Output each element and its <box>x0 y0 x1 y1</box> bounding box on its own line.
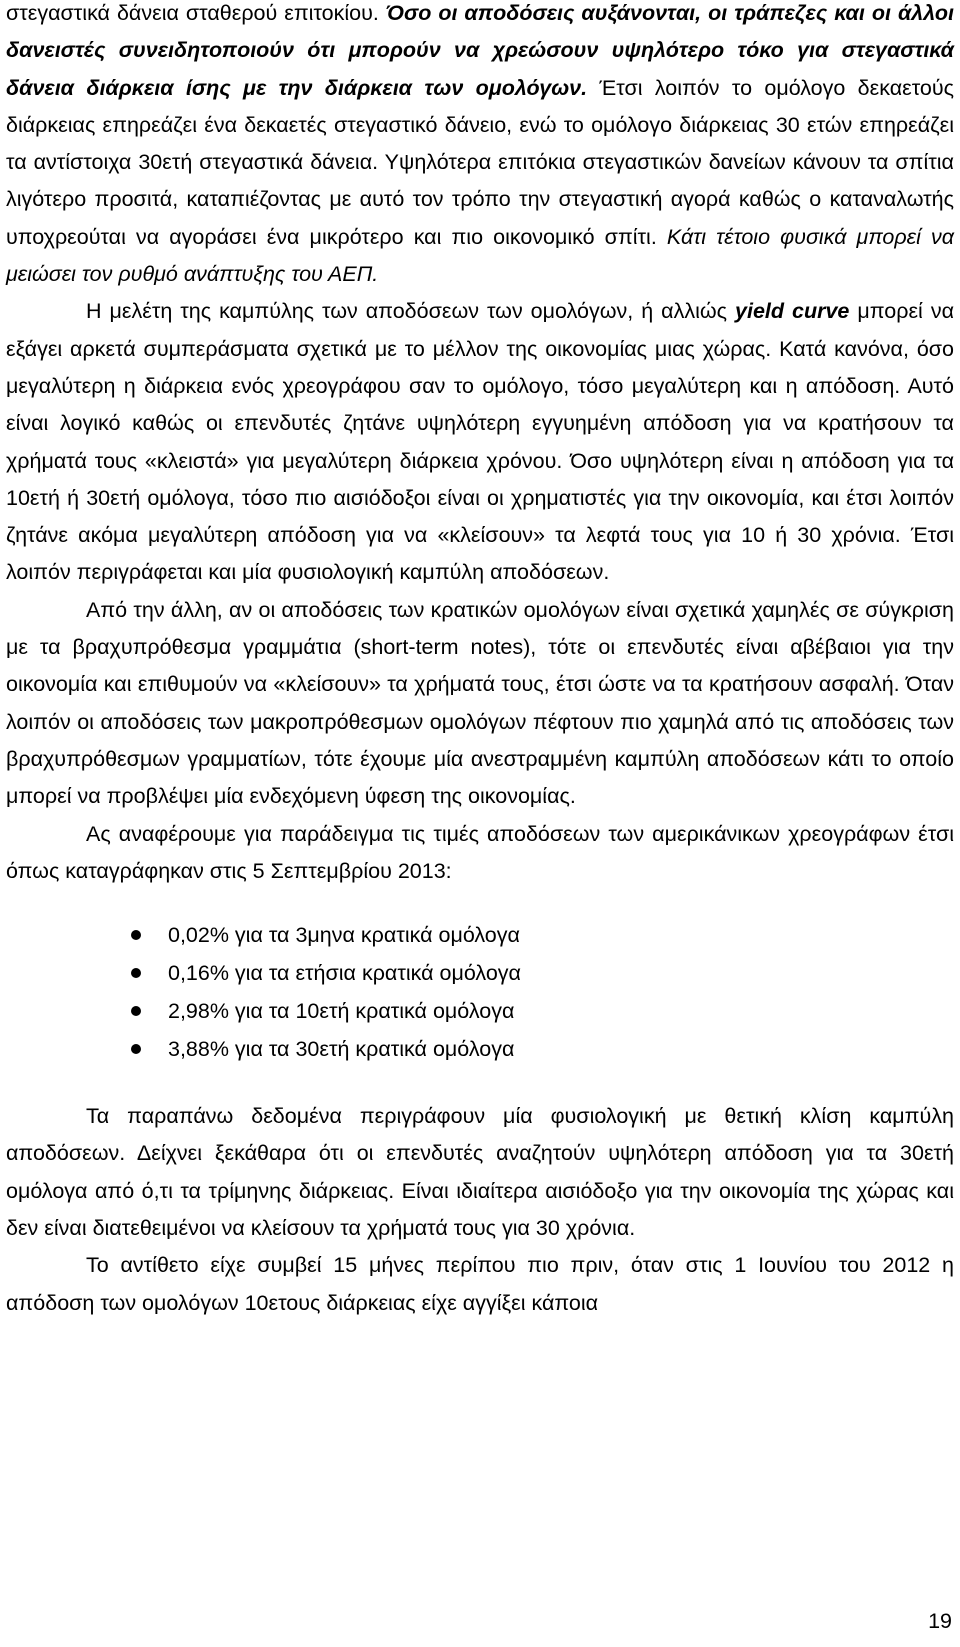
list-item <box>6 954 954 992</box>
bullet-icon <box>131 1044 141 1054</box>
text-run: Η μελέτη της καμπύλης των αποδόσεων των ομολόγων, ή αλλιώς <box>86 299 736 324</box>
paragraph-normal-curve: Τα παραπάνω δεδομένα περιγράφουν μία φυσιολογική με θετική κλίση καμπύλη αποδόσεων. Δείχνει ξεκάθαρα ότι οι επενδυτές αναζητούν υψηλότερη απόδοση για τα 30ετή ομόλογα από ό,τι τα τρίμηνης διάρκειας. Είναι ιδιαίτερα αισιόδοξο για την οικονομία της χώρας και δεν είναι διατεθειμένοι να κλείσουν τα χρήματά τους για 30 χρόνια. <box>6 1104 954 1241</box>
list-item-text: 3,88% για τα 30ετή κρατικά ομόλογα <box>168 1037 515 1062</box>
paragraph-inverted-curve: Από την άλλη, αν οι αποδόσεις των κρατικών ομολόγων είναι σχετικά χαμηλές σε σύγκριση με τα βραχυπρόθεσμα γραμμάτια (short-term notes), τότε οι επενδυτές είναι αβέβαιοι για την οικονομία και επιθυμούν να «κλείσουν» τα χρήματά τους, έτσι ώστε να τα κρατήσουν ασφαλή. Όταν λοιπόν οι αποδόσεις των μακροπρόθεσμων ομολόγων πέφτουν πιο χαμηλά από τις αποδόσεις των βραχυπρόθεσμων γραμματίων, τότε έχουμε μία ανεστραμμένη καμπύλη αποδόσεων κάτι το οποίο μπορεί να προβλέψει μία ενδεχόμενη ύφεση της οικονομίας. <box>6 597 954 809</box>
text-run: στεγαστικά δάνεια σταθερού επιτοκίου. <box>6 1 386 25</box>
list-item <box>6 916 954 954</box>
bullet-icon <box>131 968 141 978</box>
paragraph-yield-curve <box>6 293 954 591</box>
list-item-text: 0,02% για τα 3μηνα κρατικά ομόλογα <box>168 923 520 948</box>
yield-list <box>6 916 954 1068</box>
page-number: 19 <box>928 1609 952 1633</box>
bullet-icon <box>131 1006 141 1016</box>
list-item <box>6 992 954 1030</box>
term-yield-curve: yield curve <box>735 299 850 324</box>
italic-text: Κάτι τέτοιο φυσικά μπορεί να μειώσει τον ρυθμό ανάπτυξης του ΑΕΠ. <box>6 224 954 287</box>
text-run: Έτσι λοιπόν το ομόλογο δεκαετούς διάρκειας επηρεάζει ένα δεκαετές στεγαστικό δάνειο, ενώ το ομόλογο διάρκειας 30 ετών επηρεάζει τα αντίστοιχα 30ετή στεγαστικά δάνεια. Υψηλότερα επιτόκια στεγαστικών δανείων κάνουν τα σπίτια λιγότερο προσιτά, καταπιέζοντας με αυτό τον τρόπο την στεγαστική αγορά καθώς ο καταναλωτής υποχρεούται να αγοράσει ένα μικρότερο και πιο οικονομικό σπίτι. <box>6 75 954 249</box>
document-page <box>6 0 954 1322</box>
bullet-icon <box>131 930 141 940</box>
paragraph-opposite-case: Το αντίθετο είχε συμβεί 15 μήνες περίπου πιο πριν, όταν στις 1 Ιουνίου του 2012 η απόδοση των ομολόγων 10ετους διάρκειας είχε αγγίξει κάποια <box>6 1253 954 1315</box>
text-run: μπορεί να εξάγει αρκετά συμπεράσματα σχετικά με το μέλλον της οικονομίας μιας χώρας. Κατά κανόνα, όσο μεγαλύτερη η διάρκεια ενός χρεογράφου σαν το ομόλογο, τόσο μεγαλύτερη και η απόδοση. Αυτό είναι λογικό καθώς οι επενδυτές ζητάνε υψηλότερη εγγυημένη απόδοση για να κρατήσουν τα χρήματά τους «κλειστά» για μεγαλύτερη διάρκεια χρόνου. Όσο υψηλότερη είναι η απόδοση για τα 10ετή ή 30ετή ομόλογα, τόσο πιο αισιόδοξοι είναι οι χρηματιστές για την οικονομία, και έτσι λοιπόν ζητάνε ακόμα μεγαλύτερη απόδοση για να «κλείσουν» τα λεφτά τους για 10 ή 30 χρόνια. Έτσι λοιπόν περιγράφεται και μία φυσιολογική καμπύλη αποδόσεων. <box>6 299 955 585</box>
list-item-text: 0,16% για τα ετήσια κρατικά ομόλογα <box>168 961 521 986</box>
paragraph-mortgage-rates <box>6 0 954 293</box>
emphasis-text: Όσο οι αποδόσεις αυξάνονται, οι τράπεζες και οι άλλοι δανειστές συνειδητοποιούν ότι μπορούν να χρεώσουν υψηλότερο τόκο για στεγαστικά δάνεια διάρκεια ίσης με την διάρκεια των ομολόγων. <box>6 1 954 100</box>
list-item <box>6 1030 954 1068</box>
paragraph-example-intro: Ας αναφέρουμε για παράδειγμα τις τιμές αποδόσεων των αμερικάνικων χρεογράφων έτσι όπως καταγράφηκαν στις 5 Σεπτεμβρίου 2013: <box>6 821 954 883</box>
list-item-text: 2,98% για τα 10ετή κρατικά ομόλογα <box>168 999 515 1024</box>
